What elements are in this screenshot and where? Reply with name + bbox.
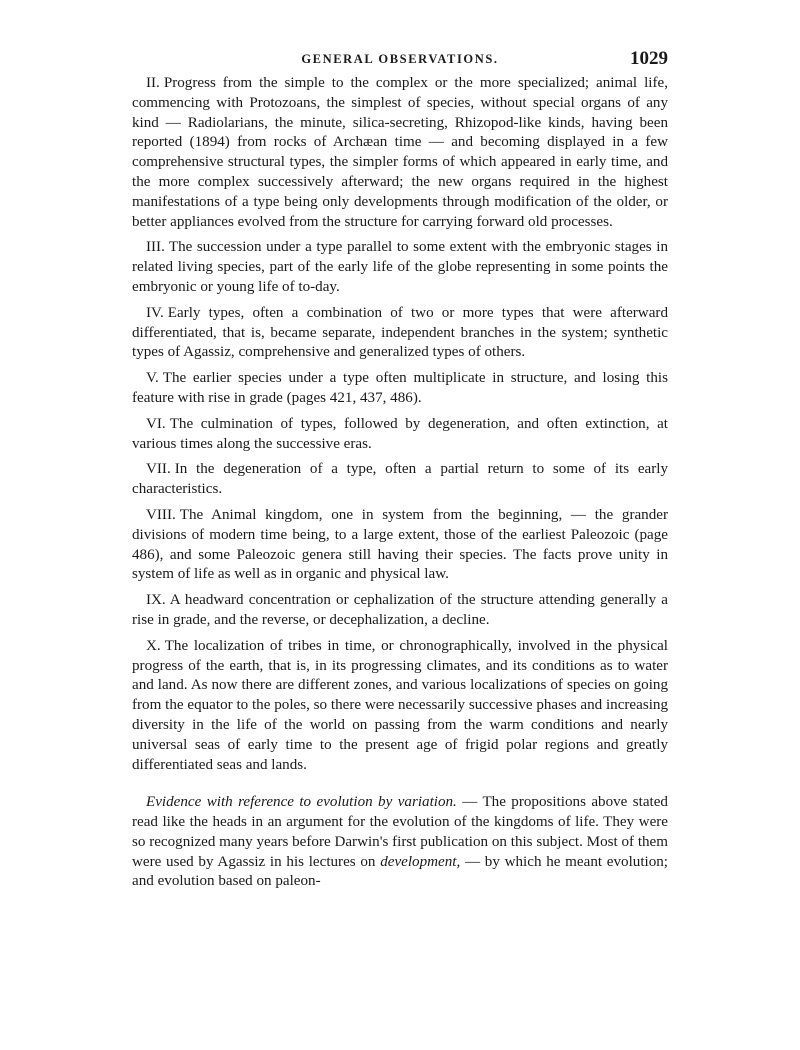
paragraph-text: Early types, often a combination of two or more types that were afterward differentiated, that is, became separate, independent branches in the system; synthetic types of Agassiz, comprehensive and generalized types of others.	[132, 304, 668, 361]
paragraph-text: The culmination of types, followed by degeneration, and often extinction, at various times along the successive eras.	[132, 415, 668, 452]
paragraph-v	[132, 369, 668, 409]
evidence-emphasis: development,	[380, 853, 461, 870]
paragraph-text: The Animal kingdom, one in system from the beginning, — the grander divisions of modern time being, to a large extent, those of the earliest Paleozoic (page 486), and some Paleozoic genera still having their species. The facts prove unity in system of life as well as in organic and physical law.	[132, 506, 668, 583]
document-page	[132, 48, 668, 898]
paragraph-iv	[132, 304, 668, 363]
paragraph-numeral: III.	[146, 239, 165, 256]
paragraph-text: The earlier species under a type often multiplicate in structure, and losing this feature with rise in grade (pages 421, 437, 486).	[132, 370, 668, 406]
paragraph-numeral: VI.	[146, 415, 166, 432]
running-title: GENERAL OBSERVATIONS.	[301, 52, 499, 66]
paragraph-numeral: V.	[146, 370, 159, 387]
paragraph-text: The localization of tribes in time, or chronographically, involved in the physical progress of the earth, that is, in its progressing climates, and its conditions as to water and land. As now there are different zones, and various localizations of species on going from the equator to the poles, so there were necessarily successive phases and increasing diversity in the life of the world on passing from the warm conditions and nearly universal seas of early time to the present age of frigid polar regions and greatly differentiated seas and lands.	[132, 637, 668, 773]
paragraph-text: Progress from the simple to the complex or the more specialized; animal life, commencing with Protozoans, the simplest of species, without special organs of any kind — Radiolarians, the minute, silica-secreting, Rhizopod-like kinds, having been reported (1894) from rocks of Archæan time — and becoming displayed in a few comprehensive structural types, the simpler forms of which appeared in early time, and the more complex successively afterward; the new organs required in the highest manifestations of a type being only developments through modification of the older, or better appliances evolved from the structure for carrying forward old processes.	[132, 75, 668, 230]
paragraph-numeral: X.	[146, 637, 161, 654]
paragraph-numeral: IX.	[146, 592, 166, 609]
paragraph-vii	[132, 460, 668, 500]
paragraph-numeral: II.	[146, 75, 160, 91]
running-head	[132, 48, 668, 74]
paragraph-text: A headward concentration or cephalization of the structure attending generally a rise in grade, and the reverse, or decephalization, a decline.	[132, 592, 668, 628]
paragraph-viii	[132, 506, 668, 585]
paragraph-ii	[132, 74, 668, 232]
paragraph-text: The succession under a type parallel to some extent with the embryonic stages in related living species, part of the early life of the globe representing in some points the embryonic or young life of to-day.	[132, 239, 668, 295]
paragraph-text: In the degeneration of a type, often a partial return to some of its early characteristics.	[132, 461, 668, 498]
paragraph-ix	[132, 591, 668, 631]
paragraph-x	[132, 637, 668, 776]
evidence-text: — The propositions above stated read like the heads in an argument for the evolution of the kingdoms of life. They were so recognized many years before Darwin's first publication on this subject. Most of them were used by Agassiz in his lectures on	[132, 794, 668, 870]
paragraph-iii	[132, 238, 668, 297]
page-number: 1029	[630, 48, 668, 69]
paragraph-numeral: IV.	[146, 304, 164, 321]
paragraph-numeral: VIII.	[146, 506, 176, 523]
paragraph-vi	[132, 415, 668, 455]
evidence-paragraph	[132, 793, 668, 892]
paragraph-numeral: VII.	[146, 461, 171, 478]
evidence-heading: Evidence with reference to evolution by variation.	[146, 794, 457, 811]
evidence-text-continued: — by which he meant evolution; and evolution based on paleon-	[132, 853, 668, 890]
